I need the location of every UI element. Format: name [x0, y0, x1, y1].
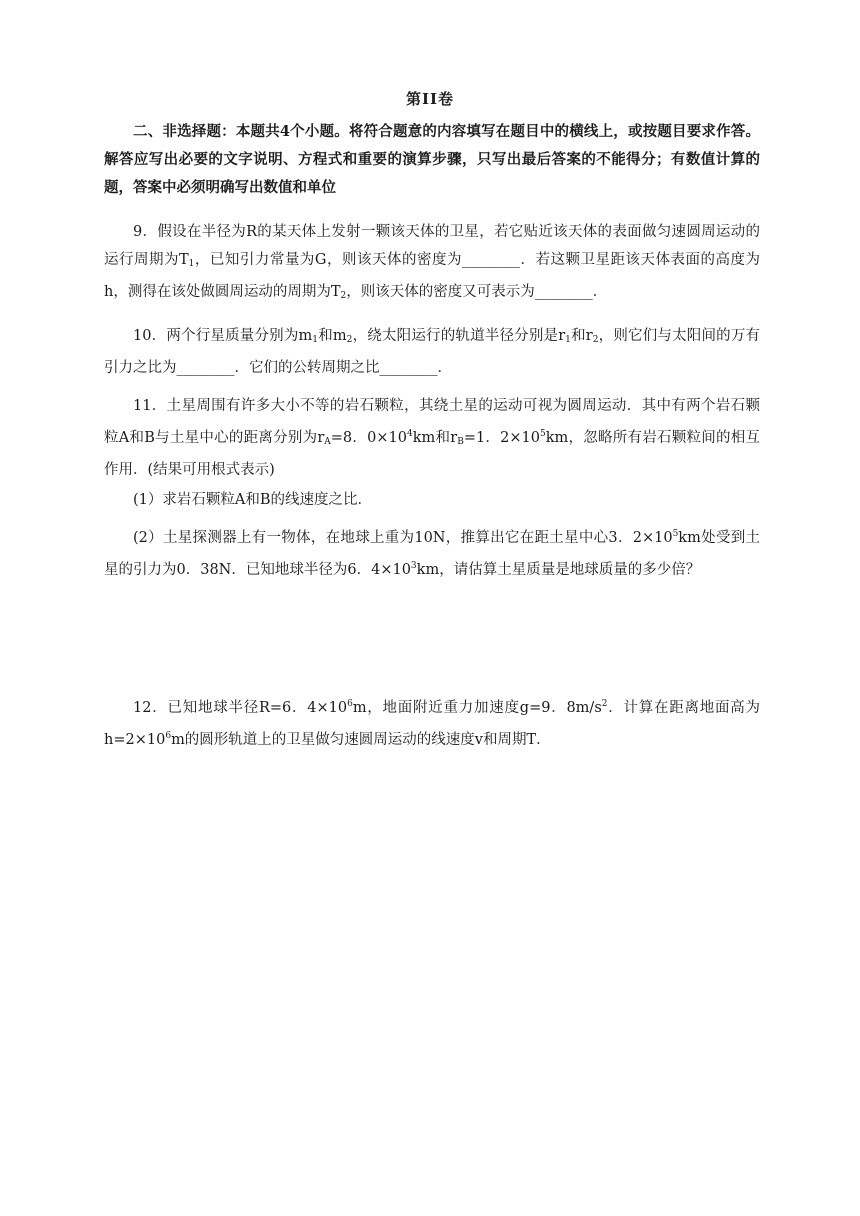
- q9-sub-1: 1: [188, 259, 195, 269]
- q12-exp-2: 2: [601, 699, 608, 709]
- q11-text-1: 11．土星周围有许多大小不等的岩石颗粒，其绕土星的运动可视为圆周运动．其中有两个岩石颗粒A和B与土星中心的距离分别为r: [104, 398, 760, 446]
- q9-text-2: ，已知引力常量为G，则该天体的密度为________．若这颗卫星距该天体表面的高度为h，测得在该处做圆周运动的周期为T: [104, 252, 760, 300]
- q10-text-3: ，绕太阳运行的轨道半径分别是r: [352, 328, 566, 344]
- q11-part2-text-1: (2）土星探测器上有一物体，在地球上重为10N，推算出它在距土星中心3．2×10: [133, 530, 673, 546]
- q10-sub-2: 2: [346, 335, 353, 345]
- q10-text-4: 和r: [570, 328, 593, 344]
- q11-exp-1: 4: [406, 429, 413, 439]
- q11-part2-exp-2: 3: [410, 561, 417, 571]
- q11-exp-2: 5: [540, 429, 546, 439]
- q11-part2-exp-1: 5: [672, 529, 679, 539]
- q11-text-5: km，忽略所有岩石颗粒间的相互作用．(结果可用根式表示): [104, 430, 761, 478]
- q10-sub-1: 1: [312, 335, 319, 345]
- q12-text-4: m的圆形轨道上的卫星做匀速圆周运动的线速度v和周期T．: [171, 732, 551, 748]
- q11-sub-2: B: [457, 437, 464, 447]
- q10-text-5: ，则它们与太阳间的万有引力之比为________．它们的公转周期之比________．: [104, 328, 761, 376]
- q11-part2-text-3: km，请估算土星质量是地球质量的多少倍？: [416, 562, 701, 578]
- q9-sub-2: 2: [340, 291, 347, 301]
- q10-sub-3: 1: [565, 335, 571, 345]
- q12-exp-3: 6: [165, 731, 172, 741]
- question-9: [104, 218, 760, 310]
- q9-text-3: ，则该天体的密度又可表示为________．: [346, 284, 608, 300]
- question-11: [104, 392, 760, 484]
- q11-part2-text-2: km处受到土星的引力为0．38N．已知地球半径为6．4×10: [104, 530, 760, 578]
- q11-text-2: =8．0×10: [330, 430, 407, 446]
- q10-text-1: 10．两个行星质量分别为m: [133, 328, 313, 344]
- section-title: 第II卷: [405, 90, 455, 108]
- q11-sub-1: A: [324, 437, 331, 447]
- q10-text-2: 和m: [318, 328, 347, 344]
- q10-sub-4: 2: [592, 335, 599, 345]
- q12-text-2: m，地面附近重力加速度g=9．8m/s: [352, 700, 602, 716]
- question-12: [104, 690, 760, 754]
- question-11-part-2: [104, 520, 760, 584]
- question-10: [104, 322, 760, 382]
- q12-text-1: 12．已知地球半径R=6．4×10: [133, 700, 348, 716]
- q12-text-3: ．计算在距离地面高为h=2×10: [104, 700, 760, 748]
- q9-text-1: 9．假设在半径为R的某天体上发射一颗该天体的卫星，若它贴近该天体的表面做匀速圆周运动的运行周期为T: [104, 224, 760, 268]
- q11-text-4: =1．2×10: [463, 430, 541, 446]
- q11-text-3: km和r: [412, 430, 458, 446]
- q12-exp-1: 6: [347, 699, 353, 709]
- instructions: 二、非选择题：本题共4个小题。将符合题意的内容填写在题目中的横线上，或按题目要求作答。解答应写出必要的文字说明、方程式和重要的演算步骤，只写出最后答案的不能得分；有数值计算的题，答案中必须明确写出数值和单位: [104, 123, 760, 196]
- question-11-part-1: (1）求岩石颗粒A和B的线速度之比．: [133, 492, 373, 508]
